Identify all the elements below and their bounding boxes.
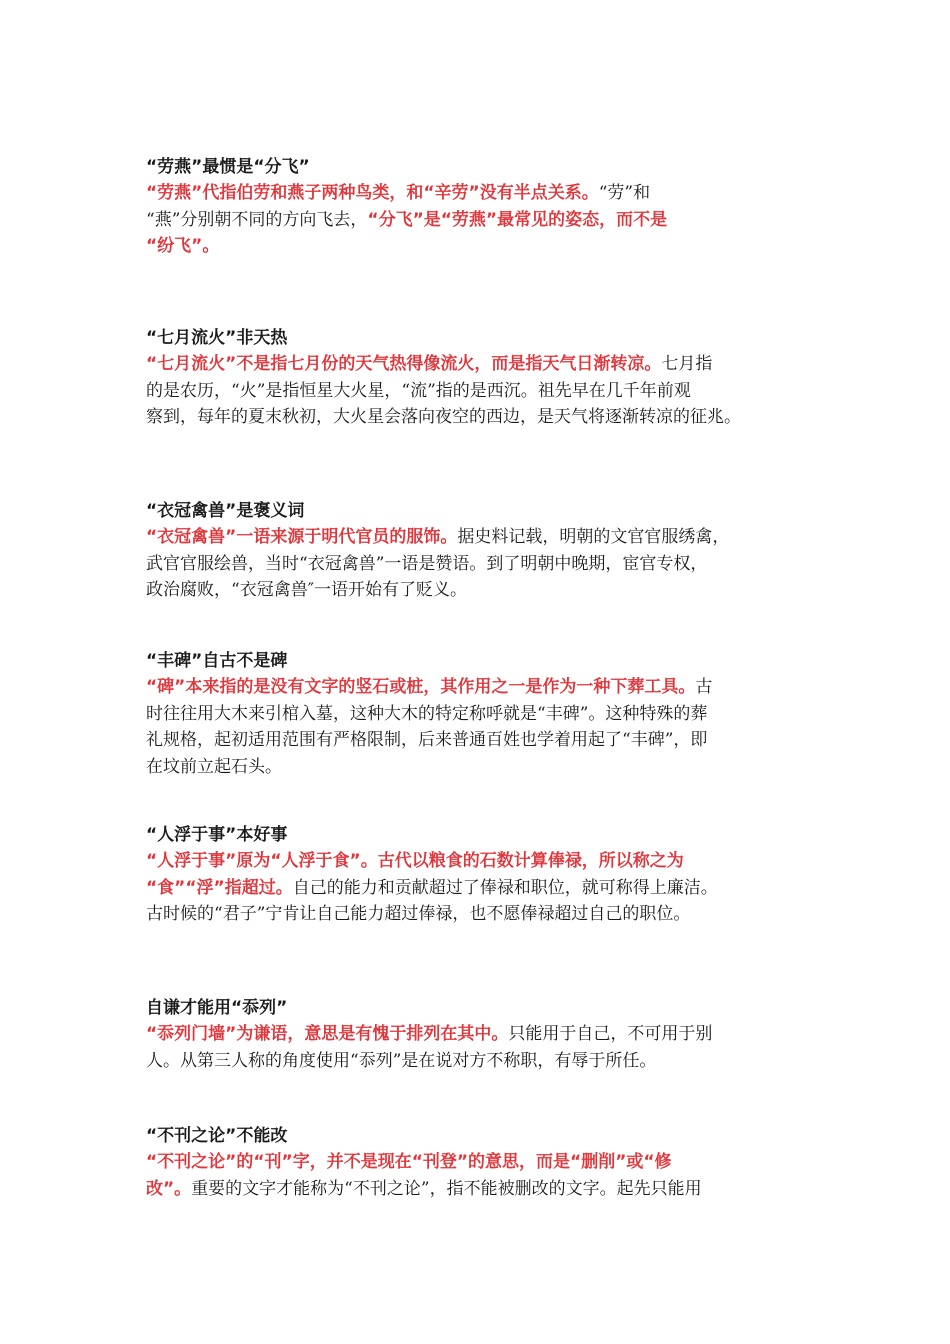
highlight-text: “碑”本来指的是没有文字的竖石或桩，其作用之一是作为一种下葬工具。 bbox=[146, 677, 696, 697]
body-text: 在坟前立起石头。 bbox=[146, 756, 282, 777]
section-heading: “七月流火”非天热 bbox=[146, 328, 288, 348]
paragraph-line bbox=[146, 524, 816, 551]
paragraph-line bbox=[146, 1176, 816, 1203]
body-text: 人。从第三人称的角度使用“忝列”是在说对方不称职，有辱于所任。 bbox=[146, 1050, 657, 1071]
paragraph-line bbox=[146, 1149, 816, 1176]
paragraph-line bbox=[146, 404, 816, 431]
highlight-text: “忝列门墙”为谦语，意思是有愧于排列在其中。 bbox=[146, 1024, 509, 1044]
section-heading: 自谦才能用“忝列” bbox=[146, 998, 288, 1018]
section-heading: “劳燕”最惯是“分飞” bbox=[146, 157, 310, 177]
body-text: 政治腐败，“衣冠禽兽″一语开始有了贬义。 bbox=[146, 580, 468, 600]
article-section bbox=[146, 648, 816, 780]
paragraph-line bbox=[146, 674, 816, 701]
article-section bbox=[146, 325, 816, 431]
paragraph-line bbox=[146, 1048, 816, 1075]
highlight-text: “衣冠禽兽”一语来源于明代官员的服饰。 bbox=[146, 527, 458, 547]
paragraph-line bbox=[146, 233, 816, 260]
section-heading: “衣冠禽兽”是褒义词 bbox=[146, 501, 305, 521]
body-text: 武官官服绘兽，当时“衣冠禽兽”一语是赞语。到了明朝中晚期，宦官专权， bbox=[146, 553, 708, 574]
article-section bbox=[146, 1123, 816, 1202]
highlight-text: “不刊之论”的“刊”字，并不是现在“刊登”的意思，而是“删削”或“修 bbox=[146, 1152, 672, 1172]
highlight-text: “分飞”是“劳燕”最常见的姿态，而不是 bbox=[367, 209, 668, 230]
paragraph-line bbox=[146, 351, 816, 378]
paragraph-line bbox=[146, 701, 816, 728]
body-text: 只能用于自己，不可用于别 bbox=[508, 1024, 713, 1044]
body-text: 礼规格，起初适用范围有严格限制，后来普通百姓也学着用起了“丰碑”，即 bbox=[146, 730, 708, 750]
paragraph-line bbox=[146, 754, 816, 781]
article-section bbox=[146, 995, 816, 1074]
paragraph-line bbox=[146, 207, 816, 234]
section-heading: “丰碑”自古不是碑 bbox=[146, 651, 288, 671]
body-text: 重要的文字才能称为“不刊之论”，指不能被删改的文字。起先只能用 bbox=[191, 1178, 702, 1199]
paragraph-line bbox=[146, 901, 816, 928]
article-section bbox=[146, 154, 816, 260]
highlight-text: 改”。 bbox=[146, 1178, 192, 1199]
body-text: 时往往用大木来引棺入墓，这种大木的特定称呼就是“丰碑”。这种特殊的葬 bbox=[146, 703, 708, 724]
paragraph-line bbox=[146, 875, 816, 902]
paragraph-line bbox=[146, 551, 816, 578]
body-text: 的是农历，“火”是指恒星大火星，“流”指的是西沉。祖先早在几千年前观 bbox=[146, 380, 691, 401]
paragraph-line bbox=[146, 378, 816, 405]
highlight-text: “劳燕”代指伯劳和燕子两种鸟类，和“辛劳”没有半点关系。 bbox=[146, 183, 599, 203]
body-text: 古 bbox=[695, 677, 713, 697]
section-heading: “人浮于事”本好事 bbox=[146, 825, 288, 845]
body-text: “劳”和 bbox=[598, 183, 651, 203]
highlight-text: “纷飞”。 bbox=[146, 236, 220, 256]
highlight-text: “七月流火”不是指七月份的天气热得像流火，而是指天气日渐转凉。 bbox=[146, 354, 662, 374]
article-section bbox=[146, 498, 816, 604]
paragraph-line bbox=[146, 1021, 816, 1048]
body-text: 据史料记载，明朝的文官官服绣禽， bbox=[457, 527, 730, 547]
body-text: “燕”分别朝不同的方向飞去， bbox=[146, 209, 368, 230]
paragraph-line bbox=[146, 727, 816, 754]
body-text: 自己的能力和贡献超过了俸禄和职位，就可称得上廉洁。 bbox=[292, 877, 718, 898]
highlight-text: “食”“浮”指超过。 bbox=[146, 877, 293, 898]
paragraph-line bbox=[146, 577, 816, 604]
paragraph-line bbox=[146, 180, 816, 207]
article-section bbox=[146, 822, 816, 928]
paragraph-line bbox=[146, 848, 816, 875]
section-heading: “不刊之论”不能改 bbox=[146, 1126, 288, 1146]
body-text: 七月指 bbox=[661, 354, 713, 374]
body-text: 察到，每年的夏末秋初，大火星会落向夜空的西边，是天气将逐渐转凉的征兆。 bbox=[146, 407, 741, 427]
highlight-text: “人浮于事”原为“人浮于食”。古代以粮食的石数计算俸禄，所以称之为 bbox=[146, 851, 684, 871]
body-text: 古时候的“君子”宁肯让自己能力超过俸禄，也不愿俸禄超过自己的职位。 bbox=[146, 904, 691, 924]
